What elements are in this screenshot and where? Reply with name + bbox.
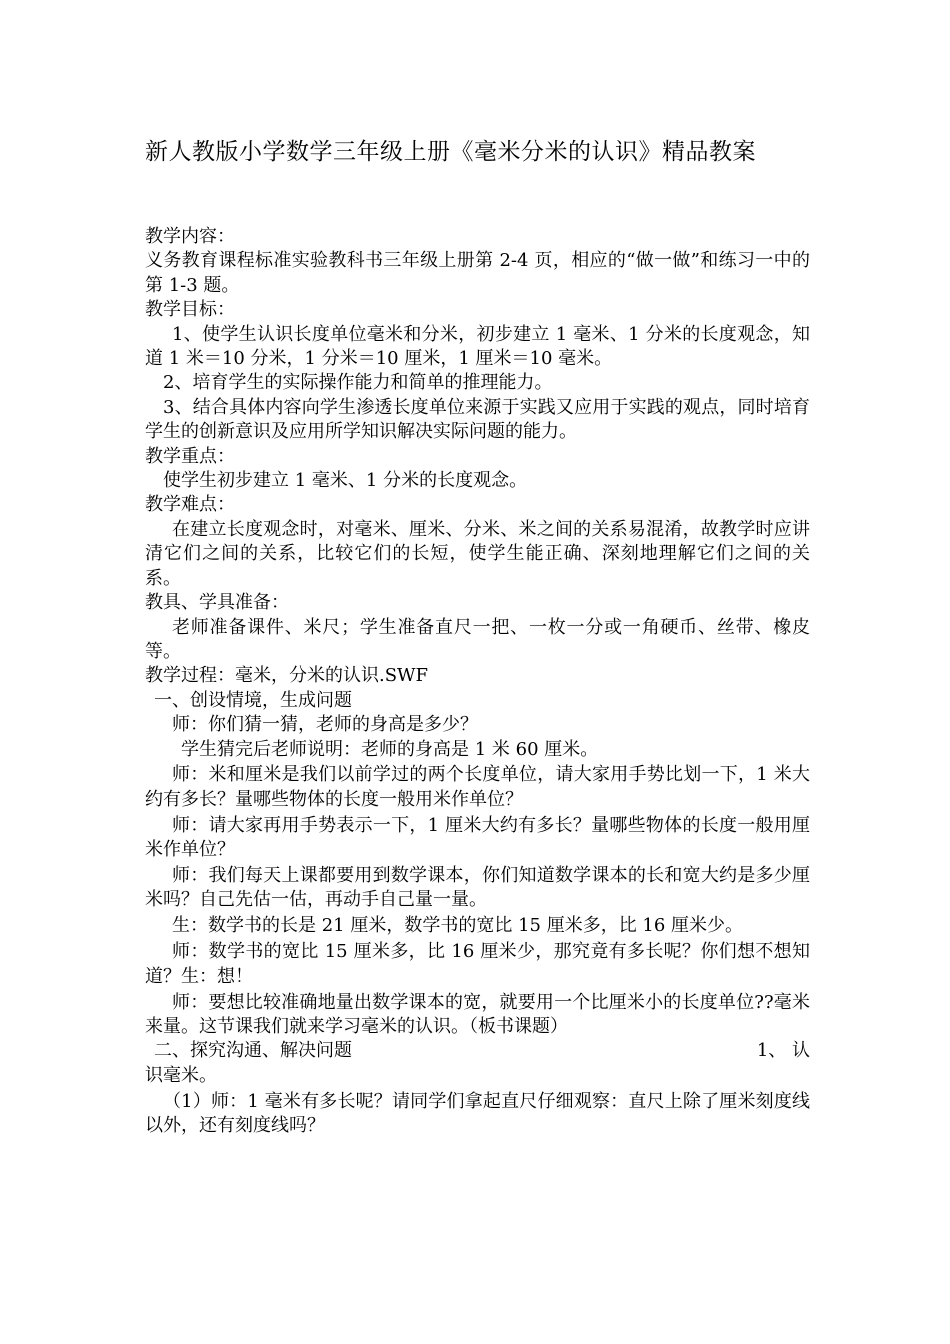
- section-2-heading-line: [145, 1039, 810, 1063]
- document-title: 新人教版小学数学三年级上册《毫米分米的认识》精品教案: [145, 139, 756, 165]
- process-line: 教学过程：毫米，分米的认识.SWF: [145, 665, 429, 687]
- paragraph-7: 师：数学书的宽比 15 厘米多，比 16 厘米少，那究竟有多长呢？你们想不想知道？生：想！: [145, 941, 810, 987]
- paragraph-8: 师：要想比较准确地量出数学课本的宽，就要用一个比厘米小的长度单位??毫米来量。这节课我们就来学习毫米的认识。（板书课题）: [145, 991, 810, 1037]
- section-2-item-start: 1、 认: [756, 1040, 810, 1062]
- document-body: [145, 225, 810, 1139]
- paragraph-9: （1）师：1 毫米有多长呢？请同学们拿起直尺仔细观察：直尺上除了厘米刻度线以外，还有刻度线吗？: [145, 1090, 810, 1137]
- paragraph-5: 师：我们每天上课都要用到数学课本，你们知道数学课本的长和宽大约是多少厘米吗？自己先估一估，再动手自己量一量。: [145, 865, 810, 911]
- goal-3: 3、结合具体内容向学生渗透长度单位来源于实践又应用于实践的观点，同时培育学生的创新意识及应用所学知识解决实际问题的能力。: [145, 396, 810, 443]
- tools-heading: 教具、学具准备：: [145, 592, 289, 614]
- content-heading: 教学内容：: [145, 226, 235, 247]
- section-1-heading: 一、创设情境，生成问题: [154, 689, 352, 711]
- tools-text: 老师准备课件、米尺；学生准备直尺一把、一枚一分或一角硬币、丝带、橡皮等。: [145, 616, 810, 662]
- content-text: 义务教育课程标准实验教科书三年级上册第 2-4 页，相应的“做一做”和练习一中的第 1-3 题。: [145, 250, 810, 296]
- section-2-heading: 二、探究沟通、解决问题: [154, 1040, 352, 1062]
- paragraph-6: 生：数学书的长是 21 厘米，数学书的宽比 15 厘米多，比 16 厘米少。: [172, 915, 744, 937]
- section-2-item-end: 识毫米。: [145, 1064, 217, 1086]
- key-heading: 教学重点：: [145, 445, 235, 467]
- paragraph-1: 师：你们猜一猜，老师的身高是多少？: [172, 714, 478, 736]
- key-text: 使学生初步建立 1 毫米、1 分米的长度观念。: [163, 470, 528, 492]
- paragraph-2: 学生猜完后老师说明：老师的身高是 1 米 60 厘米。: [181, 738, 599, 760]
- goal-2: 2、培育学生的实际操作能力和简单的推理能力。: [163, 372, 553, 394]
- paragraph-3: 师：米和厘米是我们以前学过的两个长度单位，请大家用手势比划一下，1 米大约有多长？量哪些物体的长度一般用米作单位？: [145, 764, 810, 810]
- paragraph-4: 师：请大家再用手势表示一下，1 厘米大约有多长？量哪些物体的长度一般用厘米作单位？: [145, 814, 810, 861]
- goals-heading: 教学目标：: [145, 299, 235, 321]
- difficulty-heading: 教学难点：: [145, 494, 235, 516]
- goal-1: 1、使学生认识长度单位毫米和分米，初步建立 1 毫米、1 分米的长度观念，知道 1 米＝10 分米，1 分米＝10 厘米，1 厘米＝10 毫米。: [145, 323, 810, 370]
- difficulty-text: 在建立长度观念时，对毫米、厘米、分米、米之间的关系易混淆，故教学时应讲清它们之间的关系，比较它们的长短，使学生能正确、深刻地理解它们之间的关系。: [145, 518, 810, 589]
